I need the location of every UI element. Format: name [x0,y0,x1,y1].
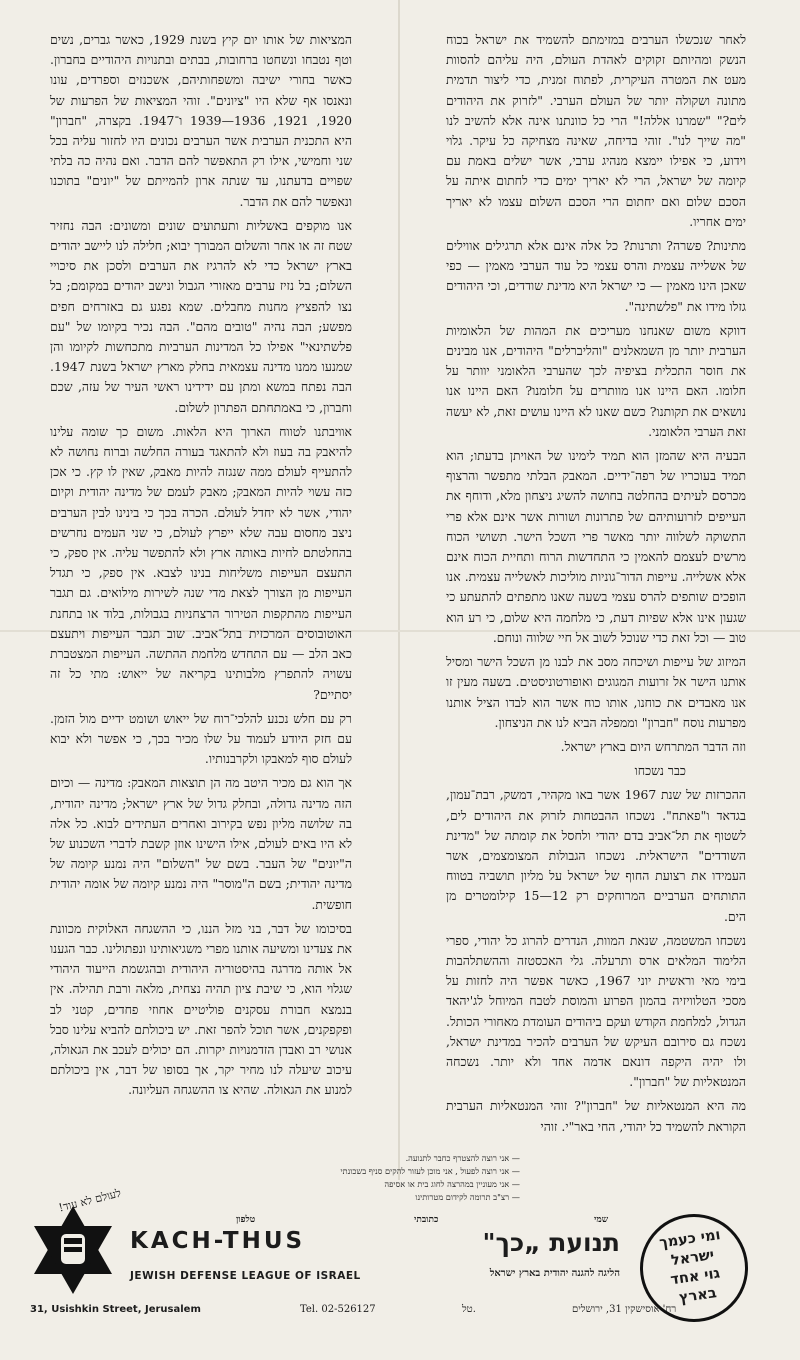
paragraph: לאחר שנכשלו הערבים במזימתם להשמיד את ישראל בכוח הנשק ומהיותם זקוקים לאהדת העולם, היה עליהם להסוות מעט את המטרה העיקרית, לפתוח זמנית, כדי ליצור תדמית מתונה ושקולה יותר של העולם הערבי. "לזרוק את היהודים לים?" "שמרנו אללה!" הרי כל כוונתנו אינה אלא להשיב לנו "מה שייך לנו". זוהי בדיחה, שאינה מצחיקה כל עיקר. גלוי וידוע, כי אפילו יימצא מנהיג ערבי, אשר ישלים באמת עם קיומה של ישראל, הרי לא יאריך ימים כדי לחתום איתה על הסכם שלום ואם יחתום הרי הסכם השלום עצמו לא יאריך ימים אחריו. [446,32,746,229]
option-lecture: — אני מעוניין במהרצה לחוג בית או אסיפה [300,1178,520,1190]
fold-line-vertical [398,0,400,1180]
star-fist-logo-icon [28,1198,118,1298]
paragraph: דווקא משום שאנחנו מעריכים את המהות של הלאומיות הערבית יותר מן השמאלנים "והליברלים" היהודים, אנו מבינים את חוסר התכלית בציפיה לכך שהערבי הלאומני יוותר על חלומו. האם היינו אנו מוותרים על חלומנו? האם היינו אנו נושאים את תקותנו? כשם שאנו לא היינו עושים זאת, לא יעשה זאת הערבי הלאומני. [446,322,746,439]
paragraph: בסיכומו של דבר, בני מזל הננו, כי ההשגחה האלוקית מכוונת את צעדינו ומשיעה אותנו מפרי משגיאותינו ונפתולינו. כבר הגענו אל אותה מדרגה בהיסטוריה היהודית ובהגשמת הייעוד היהודי שגלוי הוא, כי שיבת ציון תהיה נצחית, מלאה ורבת תהילה. אין בנמצא חבורת עסקנים פוליטיים אחוזי פחדים, קטני לב ופקפקנים, אשר תוכל להפר זאת. יש ביכולתם להביא עלינו סבל אנושי רב ואבדן הזדמנויות יקרות. הם יכולים לעכב את הגאולה, עיכוב שיעלה לנו מחיר יקר, אך בסופו של דבר, אין ביכולתם למנוע את הגאולה. שהיא צו ההשגחה העליונה. [50,920,352,1098]
paragraph: המציאות של אותו יום קיץ בשנת 1929, כאשר גברים, נשים וטף נטבחו ונשחטו ברחובות, בבתים ובתנויות היהודיים בחברון. כאשר בחורי ישיבה ומשפחותיהם, אשכנזים וספרדים, עונו ונאנסו אף שלא היו "ציונים". זוהי המציאות של הפרעות של 1920, 1921, 1936—1939 ו־1947. בקצרה, "חברון" היא התכנית הערבית אשר הערבים נכונים היו לחזור עליה בכל שני וחמישי, אילו רק התאפשר להם הדבר. ואם נהיה כה בלתי שפויים בדעתנו, עד שנתה ארון להמייתם של "יונים" בתוכנו ונאפשר להם את הדבר. [50,32,352,209]
phone-en: Tel. 02-526127 [300,1304,376,1315]
org-subtitle-en: JEWISH DEFENSE LEAGUE OF ISRAEL [130,1270,361,1282]
org-subtitle-he: הליגה להגנה יהודית בארץ ישראל [489,1268,620,1279]
paragraph: הבעיה היא שהמזן הוא תמיד לימינו של האויתן בדעתו; הוא תמיד בעוכריו של רפה־ידיים. המאבק הבלתי מתפשר והרצוף מכרסם לעיתים בהחלטה בחושה להשיג ניצחון מלא, ודוחף את העייפים לזרועותיהם של פתרונות ושורות אשר אינם אלא פרי התשוקה לשלווה יותר מאשר פרי השכל הישר. תשושי הכוח מרשים לעצמם להאמין כי התחדשות הרוח ותחיית הכוח אינם אלא אשלייה. עייפות הדור־גוניות מוליכות לאשלייה עצמית. אנו הופכים שותפים להרס עצמי בשעה שאנו מתפתים להתעתע כי שגעון אינו אלא שפיות דעת, כי מלחמה היא שלום, כי רע הוא טוב — וכל זאת כדי שנוכל לשוב אל חיי שלווה ונוחם. [446,448,746,645]
address-en: 31, Usishkin Street, Jerusalem [30,1304,201,1315]
paragraph: אוויבתנו לטווח הארוך היא הלאות. משום כך שומה עלינו להיאבק בה בעוז ולא להתאגד בעורה החלשה וברוח נחושה לא להתעייף לעולם ממה שנגזה להיות מאבק, שאין לו קץ. כי אכן כזה עשוי להיות המאבק; מאבק לעמם של מדינה יהודית וקיום יהודי, אשר לא יחדל לעולם. הכרה בכך כי בינינו לבין הערבים ניצב מחסום עבה שלא ייפרץ לעולם, כי שני העמים נחרשים בהחלטתם לחיות באותה ארץ ולא להתפשר עליה. אין ספק, כי התעצם העייפות משליחות בנינו לצבא. אין ספק, כי תגדל העייפות מן הצורך לצאת מדי שנה לשירות מילואים. גם תגבר העייפות מהתקפות הטירור הרצחניות בגבולות, בלוד או בתחנת האוטובוסים המרכזית בתל־אביב. שוב תגבר העייפות ויתעצם כאב הלב — עם התחדש מלחמת ההתשה. העייפות המצטברת עשויה להתפרץ מלבותינו בקריאה של ייאוש: מתי כל זה יסתיים? [50,423,352,702]
phone-he-label: טל. [462,1304,476,1315]
subheading: כבר נשכחו [634,763,686,779]
paragraph: רק עם חלש נכנע להלכי־רוח של ייאוש ושומט ידיים מול הזמן. עם חזק היודע לעמוד על שלו מכיר בכך, כי אפשר ולא יבוא לעולם סוף למאבקו ולקרבנותיו. [50,710,352,767]
paragraph: המיזוג של עייפות ושיכחה מסב את לבנו מן השכל הישר ומסיל אותנו הישר אל זרועות המגוגים ואופורטוניסטים. בשעה מעין זו אנו מאבדים את כוחנו, אותו כוח אשר הוא לבדו הציל אותנו מפרעות נוסח "חברון" וממפלה הביא לנו את הניצחון. [446,654,746,730]
paragraph: אך הוא גם מכיר היטב מה הן תוצאות המאבק: מדינה — וכיום הזה מדינה גדולה, ובחלק גדול של ארץ ישראל; מדינה יהודית, בה שלושה מליון נפש בקירוב ואחרים העתידים לבוא. כל אלה לא היו באים לעולם, אילו הישינו אוזן קשבת לדברי השכנוע של ה"יונים" של העבר. בשם של "השלום" היה נמנע קיומה של מדינה יהודית; בשם ה"מוסר" היה נמנע קיומה של אומה יהודית חופשית. [50,775,352,912]
membership-options [300,1152,520,1204]
org-name-he: תנועת „כך" [482,1228,620,1257]
logo-motto: לעולם לא עוד! [57,1186,123,1215]
option-donation: — רצ"ב תרומה לקידום מטרותינו [300,1191,520,1203]
paragraph: מתינות? פשרה? ותרנות? כל אלה אינם אלא תרגילים אווילים של אשלייה עצמית והרס עצמי כל עוד הערבי מאמין — כפי שאכן הינו מאמין — כי ישראל היא מדינת שודדים, וכי היהודים גזלו מידו את "פלשתינה". [446,238,746,314]
seal-line: ומי כעמך [658,1227,722,1252]
seal-line: ישראל [670,1247,716,1270]
paragraph: נשכחו המשטמה, שנאת המוות, הנדרים להרוג כל יהודי, ספרי הלימוד המלאים ארס ותרעלה. גלי האכסטזה וההשתלהבות בימי מאי וראשית יוני 1967, כאשר אפשר היה לחזות על מסכי הטלוויזיה בהמון הפרוע והמוסת לטבח המיוחל לג'יהאד הגדול, למלחמת הקודש ועקם ביהודים העומדת מאחורי הכותל. נשכח גם סירובם העיקש של הערבים להכיר במדינת ישראל, ולו יהיה היקפה דונאם אדמה אחד ולא יותר. נשכחה המנטאליות של "חברון". [446,932,746,1090]
option-volunteer: — אני רוצה לפעול , אני מוכן לעזור להקים סניף בשכונתי [300,1165,520,1177]
right-text-column [446,30,746,1141]
address-he: רח' אוסישקין 31, ירושלים [572,1304,677,1315]
paragraph: מה היא המנטאליות של "חברון"? זוהי המנטאליות הערבית הקוראת להשמיד כל יהודי, החי באר"י. זוהי [446,1098,746,1134]
left-text-column [50,30,352,1105]
paragraph: אנו מוקפים באשליות ותעתועים שונים ומשונים: הבה נחזיר שטח זה או אחר והשלום המבורך יבוא; חלילה לנו ליישב יהודים בארץ ישראל כדי לא להרגיז את הערבים ולסכן את סיכויי השלום; בל נזיז ערבים מאזורי הגבול ונישב יהודים במקומם; בל נצו להפציץ מחנות מחבלים. שמא נפגע גם באזרחים חפים מפשע; הבה נהיה "טובים מהם". הבה נכיר בקיומו של "עם פלשתינאי" אפילו כל המדינות הערביות מתכחשות לקיומו והן שמנעו ממנו מדינה עצמאית בחלק מארץ ישראל בשנת 1947. הבה נפתח במשא ומתן עם ידידינו ראשי העיר של עזה, שכם וחברון, כי באמתחתם הפתרון לשלום. [50,217,352,415]
address-label: כתובתי [414,1215,439,1225]
org-name-en: KACH-THUS [130,1228,306,1254]
seal-line: בארץ [678,1285,718,1307]
paragraph: וזה הדבר המתרחש היום בארץ ישראל. [560,738,746,754]
option-join: — אני רוצה להצטרף כחבר לתנועה. [300,1152,520,1164]
name-label: שמי [594,1215,609,1225]
paragraph: ההכרזות של שנת 1967 אשר באו מקהיר, דמשק, רבת־עמון, בגדאד ו"פאתח". נשכחו ההבטחות לזרוק את היהודים לים, לשטוף את תל־אביב בדם יהודי ולחסל את קומתה של "מדינת השודדים" הישראלית. נשכחו הגבולות המצומצמים, אשר העמידו את רצועת החוף של ישראל על מליון תושביה בטווח התותחים הערביים המרוחקים רק 12—15 קילומטרים מן הים. [446,787,747,924]
seal-line: גוי אחד [669,1265,722,1289]
phone-label: טלפון [236,1215,256,1225]
